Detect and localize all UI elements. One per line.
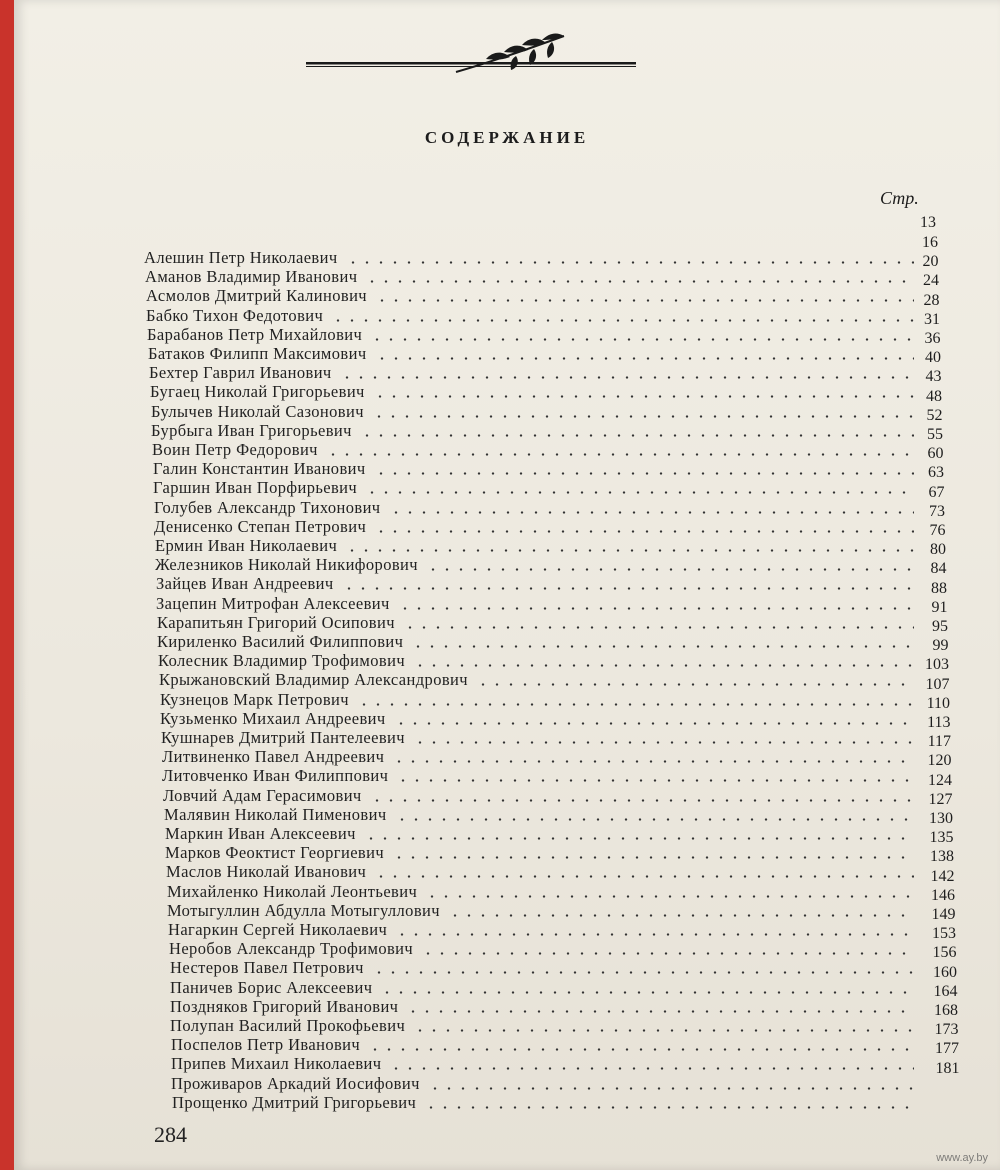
toc-entry-name: Железников Николай Никифорович bbox=[155, 555, 418, 575]
dot-leader bbox=[370, 338, 914, 341]
toc-page-number: 113 bbox=[927, 714, 951, 731]
toc-page-number: 76 bbox=[929, 522, 946, 539]
dot-leader bbox=[364, 837, 914, 840]
dot-leader bbox=[365, 280, 914, 283]
book-page bbox=[14, 0, 1000, 1170]
toc-entry-name: Мотыгуллин Абдулла Мотыгуллович bbox=[167, 900, 440, 920]
dot-leader bbox=[396, 779, 914, 782]
toc-entry-name: Кириленко Василий Филиппович bbox=[157, 632, 404, 651]
toc-page-number: 55 bbox=[927, 426, 943, 443]
toc-entry-name: Марков Феоктист Георгиевич bbox=[165, 843, 385, 863]
toc-page-number: 13 bbox=[920, 214, 936, 231]
toc-page-number: 80 bbox=[930, 541, 946, 559]
toc-page-number: 149 bbox=[931, 906, 956, 923]
toc-page-number: 117 bbox=[927, 733, 951, 751]
toc-entry-name: Литвиненко Павел Андреевич bbox=[162, 747, 385, 767]
toc-entry-name: Паничев Борис Алексеевич bbox=[170, 977, 373, 997]
toc-entry-name: Барабанов Петр Михайлович bbox=[147, 324, 363, 344]
toc-page-number: 36 bbox=[924, 330, 941, 347]
toc-entry-name: Кузнецов Марк Петрович bbox=[160, 689, 349, 709]
toc-entry-name: Ермин Иван Николаевич bbox=[155, 536, 338, 555]
dot-leader bbox=[346, 261, 914, 264]
toc-entry-name: Михайленко Николай Леонтьевич bbox=[167, 881, 418, 901]
toc-page-number: 73 bbox=[929, 502, 945, 520]
toc-page-number: 156 bbox=[932, 944, 957, 962]
toc-entry-name: Аманов Владимир Иванович bbox=[145, 267, 358, 287]
toc-entry-name: Гаршин Иван Порфирьевич bbox=[153, 478, 358, 498]
toc-entry-name: Галин Константин Иванович bbox=[153, 459, 366, 479]
toc-page-number: 28 bbox=[923, 291, 940, 309]
toc-page-number: 16 bbox=[922, 234, 938, 251]
dot-leader bbox=[389, 511, 914, 514]
toc-page-number: 181 bbox=[935, 1059, 960, 1077]
dot-leader bbox=[373, 395, 914, 398]
toc-entry-name: Асмолов Дмитрий Калинович bbox=[146, 286, 367, 306]
toc-entry-name: Бугаец Николай Григорьевич bbox=[150, 382, 365, 402]
dot-leader bbox=[389, 1067, 914, 1070]
dot-leader bbox=[375, 357, 914, 360]
toc-page-number: 99 bbox=[932, 637, 949, 655]
watermark: www.ay.by bbox=[936, 1152, 988, 1164]
toc-entry-name: Зайцев Иван Андреевич bbox=[156, 574, 334, 594]
dot-leader bbox=[394, 722, 914, 725]
dot-leader bbox=[424, 1106, 914, 1109]
dot-leader bbox=[413, 664, 914, 667]
dot-leader bbox=[374, 472, 914, 475]
toc-entry-name: Неробов Александр Трофимович bbox=[169, 939, 414, 959]
toc-entry bbox=[172, 1093, 914, 1115]
dot-leader bbox=[340, 376, 914, 379]
dot-leader bbox=[372, 415, 914, 418]
toc-page-number: 135 bbox=[929, 829, 954, 847]
toc-entry-name: Ловчий Адам Герасимович bbox=[163, 785, 362, 805]
toc-page-number: 127 bbox=[928, 790, 953, 808]
dot-leader bbox=[374, 875, 914, 878]
toc-entry-name: Кузьменко Михаил Андреевич bbox=[160, 708, 386, 728]
toc-page-number: 84 bbox=[930, 560, 947, 578]
toc-page-number: 24 bbox=[923, 272, 939, 290]
toc-entry-name: Колесник Владимир Трофимович bbox=[158, 651, 406, 671]
dot-leader bbox=[411, 645, 914, 648]
toc-page-number: 110 bbox=[926, 694, 950, 712]
dot-leader bbox=[398, 607, 914, 610]
dot-leader bbox=[360, 434, 914, 437]
toc-entry-name: Крыжановский Владимир Александрович bbox=[159, 670, 468, 690]
dot-leader bbox=[372, 971, 914, 974]
toc-page-number: 67 bbox=[928, 483, 945, 501]
toc-entry-name: Кушнарев Дмитрий Пантелеевич bbox=[161, 728, 405, 747]
toc-entry-name: Нестеров Павел Петрович bbox=[170, 958, 364, 978]
toc-entry-name: Припев Михаил Николаевич bbox=[171, 1054, 382, 1074]
dot-leader bbox=[406, 1010, 914, 1013]
toc-page-number: 88 bbox=[931, 579, 947, 597]
dot-leader bbox=[370, 799, 914, 802]
dot-leader bbox=[392, 760, 914, 763]
toc-entry-name: Поздняков Григорий Иванович bbox=[170, 996, 399, 1016]
dot-leader bbox=[374, 530, 914, 533]
dot-leader bbox=[421, 952, 914, 955]
toc-entry-name: Литовченко Иван Филиппович bbox=[162, 766, 389, 786]
toc-entry-name: Алешин Петр Николаевич bbox=[144, 248, 338, 267]
dot-leader bbox=[392, 856, 914, 859]
dot-leader bbox=[345, 549, 914, 552]
toc-page-number: 107 bbox=[925, 675, 950, 693]
laurel-branch-icon bbox=[306, 28, 636, 76]
toc-page-number: 142 bbox=[930, 867, 955, 885]
toc-page-number: 60 bbox=[927, 445, 944, 463]
toc-page-number: 91 bbox=[931, 598, 948, 616]
page-title: СОДЕРЖАНИЕ bbox=[424, 128, 590, 147]
toc-page-number: 40 bbox=[925, 349, 941, 367]
page-column-label: Стр. bbox=[880, 188, 919, 208]
toc-entry-name: Денисенко Степан Петрович bbox=[154, 516, 367, 536]
dot-leader bbox=[368, 1048, 914, 1051]
toc-page-number: 48 bbox=[926, 387, 942, 405]
toc-page-number: 103 bbox=[925, 656, 949, 674]
toc-page-number: 43 bbox=[925, 368, 942, 386]
toc-entry-name: Проживаров Аркадий Иосифович bbox=[171, 1073, 420, 1093]
toc-entry-name: Прощенко Дмитрий Григорьевич bbox=[172, 1092, 417, 1112]
toc-entry-name: Бехтер Гаврил Иванович bbox=[149, 363, 332, 383]
dot-leader bbox=[428, 1087, 914, 1090]
toc-entry-name: Бурбыга Иван Григорьевич bbox=[151, 420, 352, 440]
toc-entry-name: Булычев Николай Сазонович bbox=[151, 401, 364, 421]
dot-leader bbox=[357, 703, 914, 706]
toc-page-number: 95 bbox=[932, 618, 948, 635]
dot-leader bbox=[413, 741, 914, 744]
toc-entry-name: Нагаркин Сергей Николаевич bbox=[168, 920, 388, 939]
toc-page-number: 31 bbox=[924, 310, 940, 328]
toc-entry-name: Маслов Николай Иванович bbox=[166, 862, 367, 882]
dot-leader bbox=[395, 818, 914, 821]
dot-leader bbox=[380, 991, 914, 994]
toc-entry-name: Воин Петр Федорович bbox=[152, 440, 318, 459]
dot-leader bbox=[476, 683, 914, 686]
dot-leader bbox=[342, 587, 914, 590]
toc-entry-name: Зацепин Митрофан Алексеевич bbox=[156, 593, 390, 613]
page-number: 284 bbox=[154, 1122, 187, 1147]
toc-page-number: 124 bbox=[928, 771, 952, 789]
toc-page-number: 177 bbox=[935, 1040, 959, 1058]
toc-page-number: 168 bbox=[934, 1002, 958, 1019]
dot-leader bbox=[425, 895, 914, 898]
toc-entry-name: Малявин Николай Пименович bbox=[164, 804, 387, 824]
toc-page-number: 130 bbox=[929, 810, 953, 827]
dot-leader bbox=[326, 453, 914, 456]
dot-leader bbox=[365, 491, 914, 494]
toc-page-number: 138 bbox=[930, 848, 954, 866]
dot-leader bbox=[426, 568, 914, 571]
toc-page-number: 160 bbox=[933, 963, 957, 981]
dot-leader bbox=[331, 319, 914, 322]
toc-page-number: 63 bbox=[928, 464, 944, 482]
toc-entry-name: Поспелов Петр Иванович bbox=[171, 1035, 361, 1055]
toc-entry-name: Бабко Тихон Федотович bbox=[146, 305, 324, 325]
dot-leader bbox=[375, 299, 914, 302]
dot-leader bbox=[403, 626, 914, 629]
toc-page-number: 120 bbox=[927, 752, 952, 770]
toc-page-number: 153 bbox=[932, 925, 956, 943]
toc-page-number: 173 bbox=[934, 1021, 959, 1039]
dot-leader bbox=[448, 914, 914, 917]
dot-leader bbox=[395, 933, 914, 936]
toc-entry-name: Карапитьян Григорий Осипович bbox=[157, 612, 395, 632]
toc-entry-name: Батаков Филипп Максимович bbox=[148, 344, 367, 363]
toc-page-number: 164 bbox=[933, 982, 958, 1000]
dot-leader bbox=[413, 1029, 914, 1032]
toc-page-number: 20 bbox=[922, 253, 939, 271]
toc-entry-name: Голубев Александр Тихонович bbox=[154, 497, 381, 517]
toc-page-number: 52 bbox=[926, 406, 943, 424]
toc-entry-name: Маркин Иван Алексеевич bbox=[165, 824, 356, 843]
toc-page-number: 146 bbox=[931, 886, 955, 904]
toc-entry-name: Полупан Василий Прокофьевич bbox=[170, 1016, 406, 1035]
